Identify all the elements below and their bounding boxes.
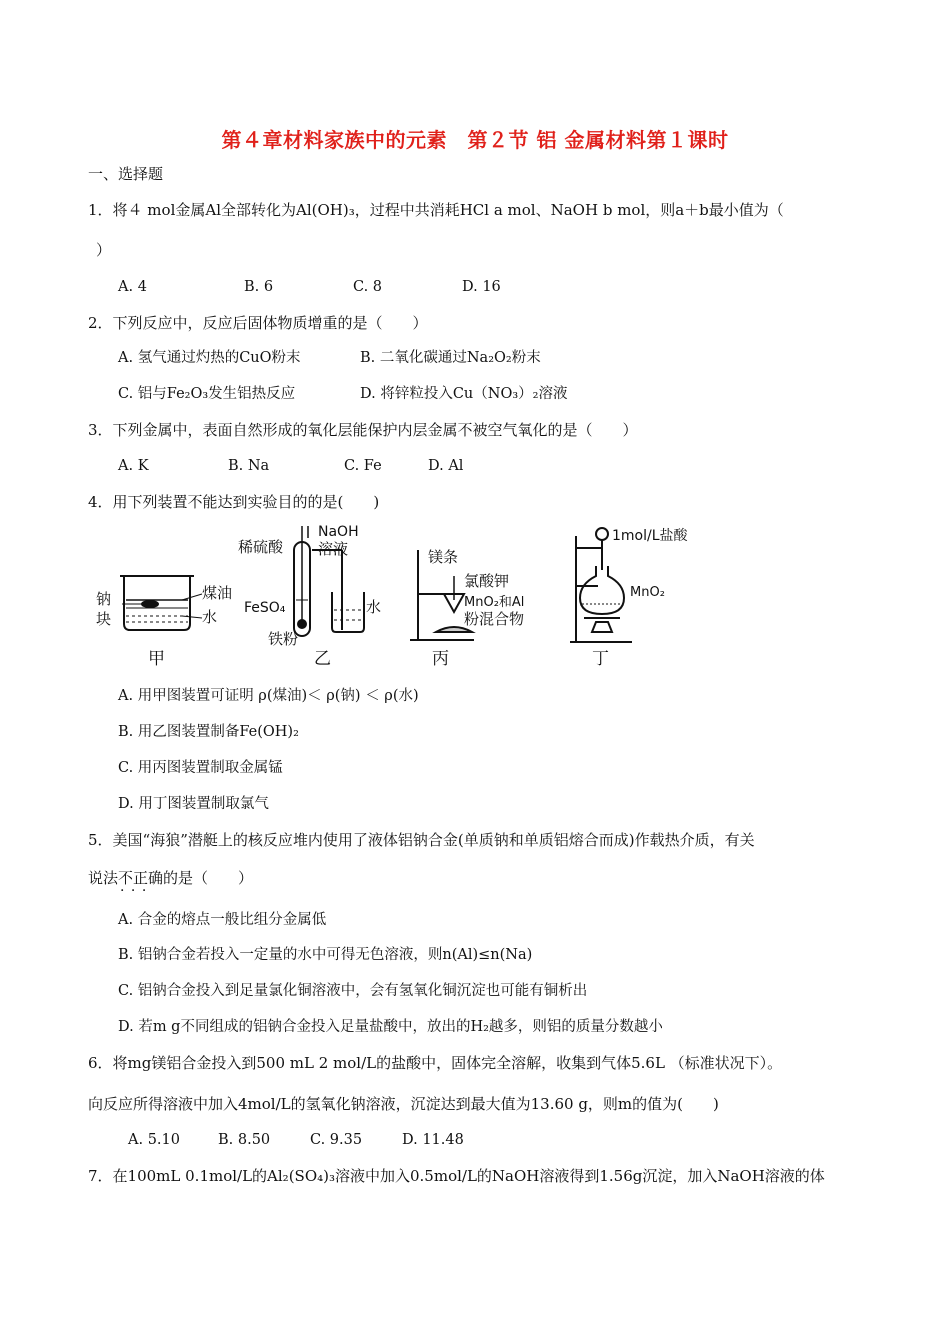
q6-option-c: C. 9.35	[310, 1132, 363, 1148]
q1-option-d: D. 16	[462, 279, 501, 295]
q1-option-c: C. 8	[353, 279, 383, 295]
question-3-stem: 3．下列金属中，表面自然形成的氧化层能保护内层金属不被空气氧化的是（ ）	[88, 421, 638, 439]
yi-label-feso4: FeSO₄	[244, 600, 286, 616]
q3-option-b: B. Na	[228, 458, 270, 474]
q4-option-b: B. 用乙图装置制备Fe(OH)₂	[118, 724, 299, 740]
bing-label-mg: 镁条	[428, 548, 459, 566]
question-1-stem-cont: ）	[96, 241, 112, 259]
q2-option-a: A. 氢气通过灼热的CuO粉末	[118, 350, 301, 366]
q4-option-c: C. 用丙图装置制取金属锰	[118, 760, 283, 776]
q1-option-a: A. 4	[118, 279, 147, 295]
q5-stem-post: 的是（ ）	[163, 869, 254, 887]
q3-option-c: C. Fe	[344, 458, 382, 474]
bing-label-mix-2: 粉混合物	[464, 610, 525, 628]
apparatus-figure	[92, 520, 712, 670]
q2-option-c: C. 铝与Fe₂O₃发生铝热反应	[118, 386, 296, 402]
question-1-stem: 1．将４ mol金属Al全部转化为Al(OH)₃，过程中共消耗HCl a mol、NaOH b mol，则a＋b最小值为（	[88, 201, 784, 219]
q5-stem-pre: 说法	[88, 869, 119, 887]
ding-label-mno2: MnO₂	[630, 585, 665, 600]
yi-label-solution: 溶液	[318, 540, 349, 558]
section-heading: 一、选择题	[88, 165, 164, 183]
q5-stem-emphasis: 不正确 · · ·	[118, 869, 163, 887]
jia-label-kerosene: 煤油	[202, 584, 233, 602]
q1-option-b: B. 6	[244, 279, 274, 295]
bing-caption: 丙	[432, 649, 449, 669]
q5-option-b: B. 铝钠合金若投入一定量的水中可得无色溶液，则n(Al)≤n(Na)	[118, 947, 533, 963]
question-2-stem: 2．下列反应中，反应后固体物质增重的是（ ）	[88, 314, 428, 332]
jia-label-na-1: 钠	[96, 590, 112, 608]
yi-label-acid: 稀硫酸	[238, 538, 284, 556]
page-title: 第４章材料家族中的元素 第２节 铝 金属材料第１课时	[221, 128, 729, 152]
q2-option-b: B. 二氧化碳通过Na₂O₂粉末	[360, 350, 541, 366]
q5-option-a: A. 合金的熔点一般比组分金属低	[118, 912, 327, 928]
question-6-stem-cont: 向反应所得溶液中加入4mol/L的氢氧化钠溶液，沉淀达到最大值为13.60 g，则m的值为( )	[88, 1095, 719, 1113]
q5-option-d: D. 若m g不同组成的铝钠合金投入足量盐酸中，放出的H₂越多，则铝的质量分数越小	[118, 1019, 663, 1035]
yi-label-naoh: NaOH	[318, 524, 359, 540]
yi-label-water: 水	[366, 598, 382, 616]
q2-option-d: D. 将锌粒投入Cu（NO₃）₂溶液	[360, 386, 568, 402]
bing-label-mix-1: MnO₂和Al	[464, 595, 525, 610]
jia-label-na-2: 块	[96, 610, 112, 628]
jia-label-water: 水	[202, 608, 218, 626]
q4-option-a: A. 用甲图装置可证明 ρ(煤油)＜ ρ(钠) ＜ ρ(水)	[118, 688, 419, 704]
question-6-stem: 6．将mg镁铝合金投入到500 mL 2 mol/L的盐酸中，固体完全溶解，收集到气体5.6L （标准状况下）。	[88, 1054, 783, 1072]
yi-label-iron: 铁粉	[268, 630, 299, 648]
jia-caption: 甲	[148, 649, 165, 669]
question-5-stem-cont	[88, 868, 253, 888]
q3-option-d: D. Al	[428, 458, 464, 474]
q5-option-c: C. 铝钠合金投入到足量氯化铜溶液中，会有氢氧化铜沉淀也可能有铜析出	[118, 983, 588, 999]
question-5-stem: 5．美国“海狼”潜艇上的核反应堆内使用了液体铝钠合金(单质钠和单质铝熔合而成)作载热介质，有关	[88, 831, 755, 849]
ding-label-hcl: 1mol/L盐酸	[612, 528, 688, 544]
question-7-stem: 7．在100mL 0.1mol/L的Al₂(SO₄)₃溶液中加入0.5mol/L的NaOH溶液得到1.56g沉淀，加入NaOH溶液的体	[88, 1167, 825, 1185]
question-4-stem: 4．用下列装置不能达到实验目的的是( )	[88, 493, 380, 511]
q4-option-d: D. 用丁图装置制取氯气	[118, 796, 269, 812]
q6-option-a: A. 5.10	[128, 1132, 180, 1148]
yi-caption: 乙	[314, 649, 331, 669]
q6-option-b: B. 8.50	[218, 1132, 271, 1148]
q6-option-d: D. 11.48	[402, 1132, 464, 1148]
q3-option-a: A. K	[118, 458, 149, 474]
ding-caption: 丁	[592, 649, 609, 669]
bing-label-kclo3: 氯酸钾	[464, 572, 510, 590]
